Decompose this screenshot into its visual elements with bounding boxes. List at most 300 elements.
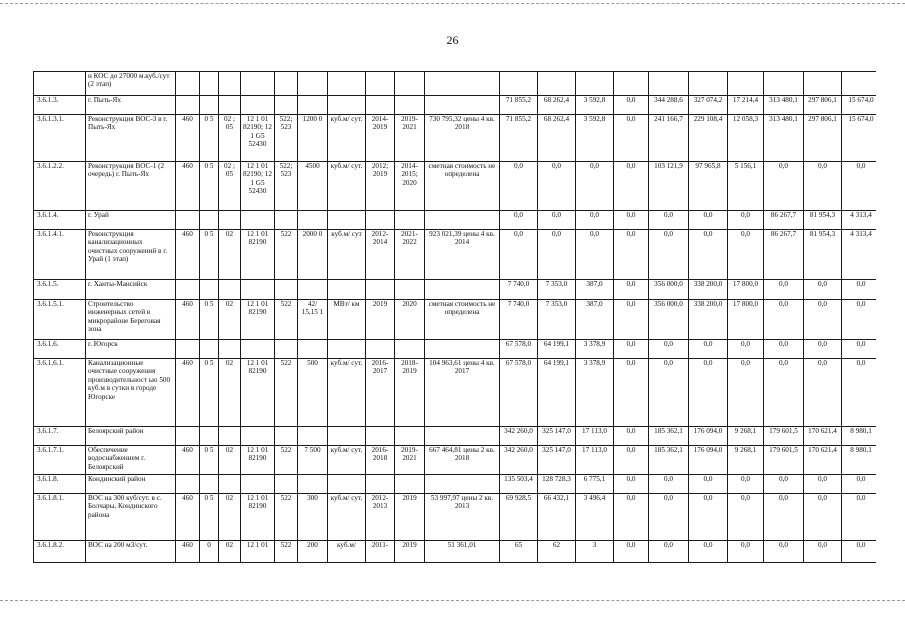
value-v3: [576, 72, 614, 96]
subsection-code: 02: [219, 541, 241, 563]
estimated-cost: [425, 280, 500, 300]
section-code: 0 5: [200, 162, 219, 211]
value-v9: 81 954,3: [804, 230, 842, 280]
capacity: 200: [298, 541, 328, 563]
project-code: 3.6.1.2.2.: [34, 162, 86, 211]
value-v3: 3 378,9: [576, 340, 614, 359]
project-name: Реконструкция ВОС-3 в г. Пыть-Ях: [86, 115, 176, 162]
table-row: [34, 446, 877, 475]
section-code: [200, 280, 219, 300]
section-code: [200, 96, 219, 115]
value-v5: 356 000,0: [649, 300, 689, 340]
expense-type: [275, 340, 298, 359]
design-period: 2016-2018: [366, 446, 395, 475]
value-v9: 297 806,1: [804, 115, 842, 162]
capacity-unit: куб.м/: [328, 541, 366, 563]
value-v2: 0,0: [538, 211, 576, 230]
estimated-cost: [425, 96, 500, 115]
target-article: [241, 280, 275, 300]
capacity: 300: [298, 494, 328, 541]
value-v4: 0,0: [614, 427, 649, 446]
capacity: [298, 280, 328, 300]
capacity-unit: [328, 427, 366, 446]
value-v7: 0,0: [728, 541, 764, 563]
value-v10: 4 313,4: [842, 230, 877, 280]
value-v2: 62: [538, 541, 576, 563]
target-article: 12 1 01 82190; 12 1 G5 52430: [241, 115, 275, 162]
value-v7: 0,0: [728, 211, 764, 230]
capacity-unit: куб.м/ сут: [328, 230, 366, 280]
expense-type: 522; 523: [275, 115, 298, 162]
value-v4: 0,0: [614, 115, 649, 162]
subsection-code: [219, 96, 241, 115]
grbs-code: 460: [176, 359, 200, 427]
value-v2: 7 353,0: [538, 280, 576, 300]
projects-table: [33, 71, 876, 563]
value-v6: 327 074,2: [689, 96, 728, 115]
capacity-unit: [328, 96, 366, 115]
value-v2: 68 262,4: [538, 96, 576, 115]
value-v10: 0,0: [842, 359, 877, 427]
value-v6: [689, 72, 728, 96]
table-row: [34, 427, 877, 446]
value-v1: 65: [500, 541, 538, 563]
estimated-cost: 51 361,01: [425, 541, 500, 563]
value-v8: 313 480,1: [764, 115, 804, 162]
value-v9: 0,0: [804, 300, 842, 340]
value-v9: 170 621,4: [804, 446, 842, 475]
value-v1: 71 855,2: [500, 115, 538, 162]
project-code: 3.6.1.6.: [34, 340, 86, 359]
value-v4: 0,0: [614, 230, 649, 280]
projects-table-wrapper: [33, 71, 876, 567]
subsection-code: [219, 211, 241, 230]
construction-period: [395, 96, 425, 115]
value-v8: 0,0: [764, 494, 804, 541]
capacity-unit: куб.м/ сут.: [328, 359, 366, 427]
value-v9: 0,0: [804, 494, 842, 541]
design-period: [366, 96, 395, 115]
value-v6: 176 094,0: [689, 446, 728, 475]
expense-type: 522; 523: [275, 162, 298, 211]
value-v6: 0,0: [689, 541, 728, 563]
project-name: г. Югорск: [86, 340, 176, 359]
value-v3: 3 496,4: [576, 494, 614, 541]
value-v7: [728, 72, 764, 96]
estimated-cost: [425, 211, 500, 230]
value-v3: 3: [576, 541, 614, 563]
value-v2: 325 147,0: [538, 446, 576, 475]
subsection-code: 02: [219, 359, 241, 427]
construction-period: 2021-2022: [395, 230, 425, 280]
subsection-code: [219, 280, 241, 300]
value-v4: 0,0: [614, 541, 649, 563]
value-v9: 81 954,3: [804, 211, 842, 230]
value-v5: 356 000,0: [649, 280, 689, 300]
value-v5: 0,0: [649, 359, 689, 427]
capacity: [298, 72, 328, 96]
value-v8: 179 601,5: [764, 427, 804, 446]
capacity-unit: куб.м/ сут.: [328, 494, 366, 541]
value-v3: 3 592,8: [576, 115, 614, 162]
value-v2: 64 199,1: [538, 340, 576, 359]
project-code: 3.6.1.3.: [34, 96, 86, 115]
value-v10: 0,0: [842, 280, 877, 300]
design-period: 2012-2013: [366, 494, 395, 541]
section-code: 0 5: [200, 230, 219, 280]
expense-type: [275, 96, 298, 115]
construction-period: [395, 72, 425, 96]
value-v6: 0,0: [689, 211, 728, 230]
value-v10: 0,0: [842, 494, 877, 541]
value-v3: 387,0: [576, 300, 614, 340]
value-v2: 68 262,4: [538, 115, 576, 162]
grbs-code: 460: [176, 115, 200, 162]
design-period: [366, 280, 395, 300]
grbs-code: 460: [176, 446, 200, 475]
construction-period: [395, 427, 425, 446]
value-v10: 8 980,1: [842, 446, 877, 475]
construction-period: 2019: [395, 541, 425, 563]
value-v9: 0,0: [804, 475, 842, 494]
section-code: 0: [200, 541, 219, 563]
value-v2: 128 728,3: [538, 475, 576, 494]
value-v10: 4 313,4: [842, 211, 877, 230]
grbs-code: 460: [176, 300, 200, 340]
table-row: [34, 300, 877, 340]
capacity-unit: [328, 72, 366, 96]
design-period: 2014-2019: [366, 115, 395, 162]
value-v5: 185 362,1: [649, 427, 689, 446]
design-period: [366, 72, 395, 96]
scan-edge-top: [0, 3, 905, 4]
target-article: [241, 211, 275, 230]
value-v8: 0,0: [764, 280, 804, 300]
value-v10: 15 674,0: [842, 115, 877, 162]
project-name: Канализационные очистные сооружения производительност ью 500 куб.м в сутки в городе Югорске: [86, 359, 176, 427]
value-v5: 0,0: [649, 340, 689, 359]
design-period: [366, 340, 395, 359]
value-v8: 0,0: [764, 359, 804, 427]
project-name: Строительство инженерных сетей в микрорайоне Береговая зона: [86, 300, 176, 340]
value-v3: 17 113,0: [576, 427, 614, 446]
project-name: ВОС на 300 куб/сут. в с. Болчары, Кондинского района: [86, 494, 176, 541]
value-v9: 297 806,1: [804, 96, 842, 115]
design-period: 2012-2014: [366, 230, 395, 280]
table-row: [34, 494, 877, 541]
capacity: [298, 475, 328, 494]
value-v6: 0,0: [689, 494, 728, 541]
table-row: [34, 541, 877, 563]
capacity: [298, 211, 328, 230]
value-v8: 0,0: [764, 162, 804, 211]
value-v7: 0,0: [728, 359, 764, 427]
expense-type: [275, 427, 298, 446]
expense-type: 522: [275, 446, 298, 475]
value-v4: 0,0: [614, 280, 649, 300]
value-v5: 0,0: [649, 541, 689, 563]
value-v10: 0,0: [842, 541, 877, 563]
design-period: 2011-: [366, 541, 395, 563]
value-v5: 0,0: [649, 494, 689, 541]
project-code: 3.6.1.4.: [34, 211, 86, 230]
project-code: 3.6.1.4.1.: [34, 230, 86, 280]
estimated-cost: сметная стоимость не определена: [425, 300, 500, 340]
value-v3: 0,0: [576, 230, 614, 280]
project-code: 3.6.1.7.1.: [34, 446, 86, 475]
value-v10: 0,0: [842, 340, 877, 359]
value-v1: 7 740,0: [500, 300, 538, 340]
subsection-code: 02 ; 05: [219, 115, 241, 162]
scan-edge-bottom: [0, 600, 905, 601]
expense-type: 522: [275, 541, 298, 563]
project-name: ВОС на 200 м3/сут.: [86, 541, 176, 563]
value-v6: 0,0: [689, 230, 728, 280]
expense-type: [275, 72, 298, 96]
subsection-code: [219, 340, 241, 359]
value-v2: 0,0: [538, 230, 576, 280]
capacity-unit: [328, 340, 366, 359]
design-period: 2012; 2019: [366, 162, 395, 211]
section-code: 0 5: [200, 359, 219, 427]
subsection-code: 02: [219, 300, 241, 340]
value-v7: 9 268,1: [728, 446, 764, 475]
value-v4: 0,0: [614, 494, 649, 541]
target-article: 12 1 01 82190: [241, 494, 275, 541]
project-code: 3.6.1.7.: [34, 427, 86, 446]
design-period: [366, 427, 395, 446]
project-code: 3.6.1.8.: [34, 475, 86, 494]
value-v9: 0,0: [804, 340, 842, 359]
value-v8: 86 267,7: [764, 211, 804, 230]
value-v5: 0,0: [649, 475, 689, 494]
value-v3: 0,0: [576, 211, 614, 230]
project-name: Обеспечение водоснабжением г. Белоярский: [86, 446, 176, 475]
project-name: Реконструкция канализационных очистных сооружений в г. Урай (1 этап): [86, 230, 176, 280]
target-article: 12 1 01 82190; 12 1 G5 52430: [241, 162, 275, 211]
project-code: 3.6.1.8.1.: [34, 494, 86, 541]
value-v9: 0,0: [804, 359, 842, 427]
value-v4: 0,0: [614, 211, 649, 230]
expense-type: 522: [275, 300, 298, 340]
value-v7: 0,0: [728, 230, 764, 280]
value-v6: 0,0: [689, 475, 728, 494]
table-row: [34, 340, 877, 359]
capacity: [298, 340, 328, 359]
target-article: 12 1 01: [241, 541, 275, 563]
capacity-unit: куб.м/ сут.: [328, 115, 366, 162]
construction-period: 2018-2019: [395, 359, 425, 427]
capacity: 500: [298, 359, 328, 427]
grbs-code: 460: [176, 541, 200, 563]
estimated-cost: 104 963,61 цены 4 кв. 2017: [425, 359, 500, 427]
value-v8: 313 480,1: [764, 96, 804, 115]
capacity: 4500: [298, 162, 328, 211]
value-v7: 0,0: [728, 475, 764, 494]
section-code: [200, 340, 219, 359]
value-v5: 241 166,7: [649, 115, 689, 162]
design-period: 2016-2017: [366, 359, 395, 427]
construction-period: 2019: [395, 494, 425, 541]
subsection-code: 02: [219, 230, 241, 280]
section-code: 0 5: [200, 115, 219, 162]
table-row: [34, 475, 877, 494]
expense-type: [275, 475, 298, 494]
table-row: [34, 230, 877, 280]
value-v7: 5 156,1: [728, 162, 764, 211]
capacity-unit: куб.м/ сут.: [328, 162, 366, 211]
capacity: 7 500: [298, 446, 328, 475]
estimated-cost: 730 795,32 цены 4 кв. 2018: [425, 115, 500, 162]
design-period: 2019: [366, 300, 395, 340]
estimated-cost: 53 997,97 цены 2 кв. 2013: [425, 494, 500, 541]
project-name: Белоярский район: [86, 427, 176, 446]
capacity: [298, 96, 328, 115]
value-v4: 0,0: [614, 475, 649, 494]
capacity: [298, 427, 328, 446]
value-v1: 67 578,0: [500, 340, 538, 359]
target-article: 12 1 01 82190: [241, 359, 275, 427]
value-v7: 9 268,1: [728, 427, 764, 446]
construction-period: 2019-2021: [395, 115, 425, 162]
value-v7: 17 800,0: [728, 300, 764, 340]
page-number: 26: [446, 33, 459, 47]
value-v10: 15 674,0: [842, 96, 877, 115]
project-code: [34, 72, 86, 96]
value-v9: [804, 72, 842, 96]
value-v3: 3 378,9: [576, 359, 614, 427]
value-v5: 0,0: [649, 230, 689, 280]
value-v6: 97 965,8: [689, 162, 728, 211]
value-v4: 0,0: [614, 340, 649, 359]
target-article: 12 1 01 82190: [241, 230, 275, 280]
grbs-code: 460: [176, 230, 200, 280]
grbs-code: [176, 280, 200, 300]
construction-period: [395, 475, 425, 494]
target-article: 12 1 01 82190: [241, 300, 275, 340]
section-code: 0 5: [200, 300, 219, 340]
design-period: [366, 475, 395, 494]
capacity-unit: [328, 211, 366, 230]
value-v5: 0,0: [649, 211, 689, 230]
table-row: [34, 280, 877, 300]
value-v10: 8 980,1: [842, 427, 877, 446]
value-v3: 17 113,0: [576, 446, 614, 475]
capacity-unit: [328, 280, 366, 300]
table-row: [34, 211, 877, 230]
value-v1: 7 740,0: [500, 280, 538, 300]
project-name: г. Ханты-Мансийск: [86, 280, 176, 300]
estimated-cost: сметная стоимость не определена: [425, 162, 500, 211]
value-v1: 71 855,2: [500, 96, 538, 115]
expense-type: 522: [275, 359, 298, 427]
construction-period: 2014-2015; 2020: [395, 162, 425, 211]
value-v2: 0,0: [538, 162, 576, 211]
target-article: [241, 340, 275, 359]
estimated-cost: [425, 427, 500, 446]
section-code: [200, 427, 219, 446]
expense-type: [275, 211, 298, 230]
value-v8: [764, 72, 804, 96]
value-v10: [842, 72, 877, 96]
value-v1: 69 928,5: [500, 494, 538, 541]
project-name: г. Урай: [86, 211, 176, 230]
capacity-unit: МВт/ км: [328, 300, 366, 340]
value-v3: 6 775,1: [576, 475, 614, 494]
table-row: [34, 359, 877, 427]
capacity-unit: куб.м/ сут.: [328, 446, 366, 475]
project-code: 3.6.1.5.: [34, 280, 86, 300]
value-v6: 176 094,0: [689, 427, 728, 446]
value-v6: 0,0: [689, 359, 728, 427]
project-name: Кондинский район: [86, 475, 176, 494]
value-v2: 66 432,1: [538, 494, 576, 541]
value-v6: 229 108,4: [689, 115, 728, 162]
value-v7: 12 058,3: [728, 115, 764, 162]
capacity-unit: [328, 475, 366, 494]
value-v7: 0,0: [728, 340, 764, 359]
grbs-code: [176, 96, 200, 115]
value-v1: 0,0: [500, 230, 538, 280]
value-v10: 0,0: [842, 162, 877, 211]
design-period: [366, 211, 395, 230]
value-v3: 0,0: [576, 162, 614, 211]
target-article: [241, 96, 275, 115]
value-v9: 0,0: [804, 162, 842, 211]
table-row: [34, 96, 877, 115]
section-code: [200, 72, 219, 96]
expense-type: 522: [275, 494, 298, 541]
value-v8: 0,0: [764, 340, 804, 359]
value-v8: 0,0: [764, 300, 804, 340]
capacity: 2000 0: [298, 230, 328, 280]
grbs-code: [176, 211, 200, 230]
capacity: 1200 0: [298, 115, 328, 162]
value-v1: 342 260,0: [500, 427, 538, 446]
table-body: [34, 72, 877, 563]
estimated-cost: [425, 475, 500, 494]
value-v1: 135 503,4: [500, 475, 538, 494]
project-code: 3.6.1.3.1.: [34, 115, 86, 162]
value-v6: 338 200,0: [689, 280, 728, 300]
subsection-code: 02: [219, 494, 241, 541]
value-v2: 64 199,1: [538, 359, 576, 427]
section-code: [200, 211, 219, 230]
section-code: [200, 475, 219, 494]
expense-type: [275, 280, 298, 300]
value-v5: 103 121,9: [649, 162, 689, 211]
value-v5: [649, 72, 689, 96]
value-v9: 170 621,4: [804, 427, 842, 446]
grbs-code: 460: [176, 494, 200, 541]
value-v8: 179 601,5: [764, 446, 804, 475]
value-v4: 0,0: [614, 446, 649, 475]
value-v10: 0,0: [842, 475, 877, 494]
value-v2: 325 147,0: [538, 427, 576, 446]
section-code: 0 5: [200, 446, 219, 475]
estimated-cost: 667 464,81 цены 2 кв. 2018: [425, 446, 500, 475]
value-v1: [500, 72, 538, 96]
value-v3: 387,0: [576, 280, 614, 300]
construction-period: [395, 340, 425, 359]
estimated-cost: [425, 340, 500, 359]
capacity: 42/ 15,15 1: [298, 300, 328, 340]
table-row: [34, 115, 877, 162]
target-article: 12 1 01 82190: [241, 446, 275, 475]
grbs-code: 460: [176, 162, 200, 211]
project-code: 3.6.1.6.1.: [34, 359, 86, 427]
value-v4: 0,0: [614, 300, 649, 340]
